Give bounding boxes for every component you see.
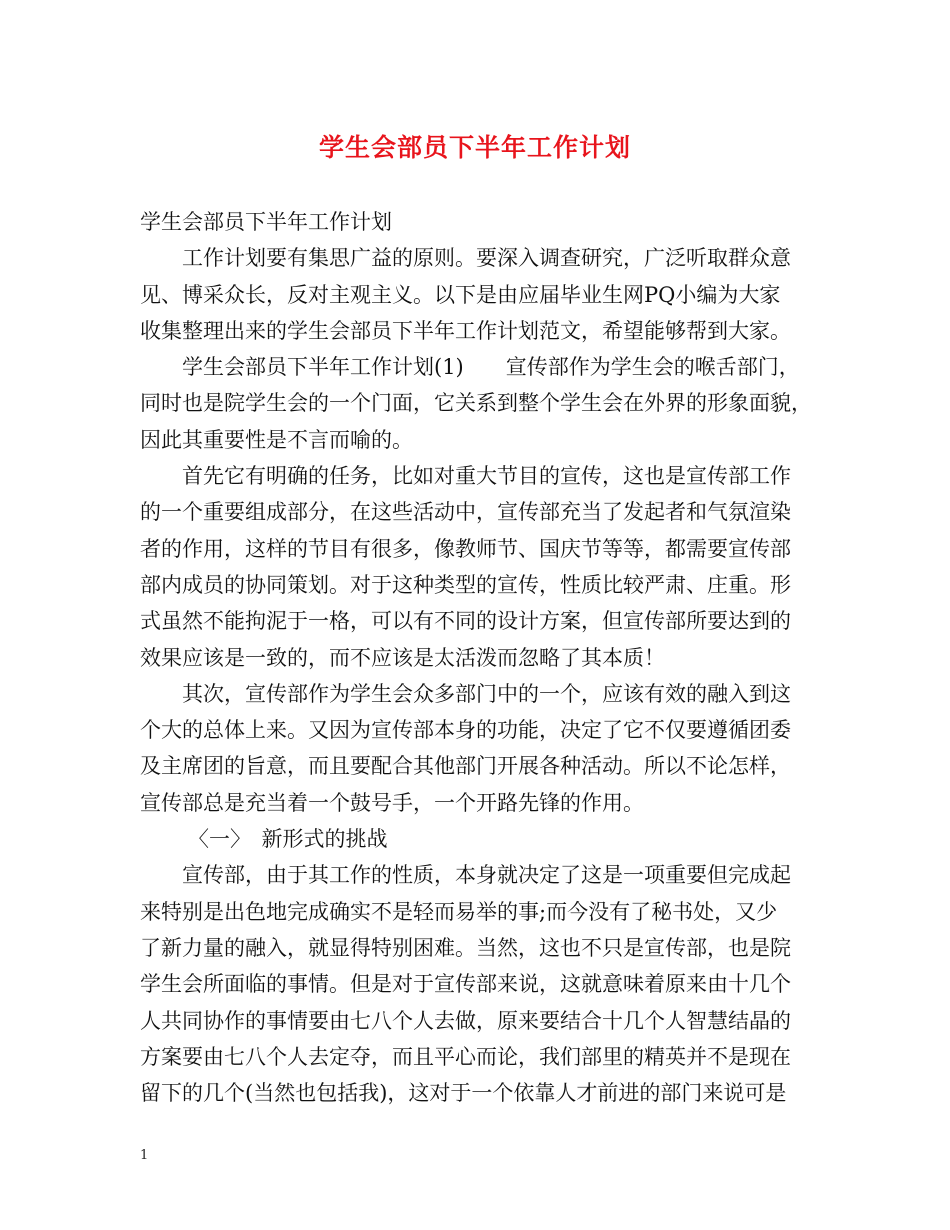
body-line: 见、博采众长，反对主观主义。以下是由应届毕业生网PQ小编为大家 <box>140 282 781 307</box>
body-line: 来特别是出色地完成确实不是轻而易举的事;而今没有了秘书处，又少 <box>140 899 778 924</box>
body-line: 人共同协作的事情要由七八个人去做，原来要结合十几个人智慧结晶的 <box>140 1008 791 1033</box>
body-line: 宣传部，由于其工作的性质，本身就决定了这是一项重要但完成起 <box>182 863 791 888</box>
body-line: 方案要由七八个人去定夺，而且平心而论，我们部里的精英并不是现在 <box>140 1044 791 1069</box>
body-line: 同时也是院学生会的一个门面，它关系到整个学生会在外界的形象面貌， <box>140 391 812 416</box>
body-line: 首先它有明确的任务，比如对重大节目的宣传，这也是宣传部工作 <box>182 464 791 489</box>
body-line: 式虽然不能拘泥于一格，可以有不同的设计方案，但宣传部所要达到的 <box>140 609 791 634</box>
body-line: 的一个重要组成部分，在这些活动中，宣传部充当了发起者和气氛渲染 <box>140 500 791 525</box>
body-line: 者的作用，这样的节目有很多，像教师节、国庆节等等，都需要宣传部 <box>140 536 791 561</box>
body-line: 留下的几个(当然也包括我)，这对于一个依靠人才前进的部门来说可是 <box>140 1081 787 1106</box>
body-line: 学生会所面临的事情。但是对于宣传部来说，这就意味着原来由十几个 <box>140 972 791 997</box>
body-line: 工作计划要有集思广益的原则。要深入调查研究，广泛听取群众意 <box>182 246 791 271</box>
body-line: 学生会部员下半年工作计划(1) 宣传部作为学生会的喉舌部门， <box>182 355 800 380</box>
section-heading: 〈一〉 新形式的挑战 <box>188 827 388 852</box>
document-body <box>140 204 826 1111</box>
body-line: 了新力量的融入，就显得特别困难。当然，这也不只是宣传部，也是院 <box>140 935 791 960</box>
subtitle-line: 学生会部员下半年工作计划 <box>140 210 392 234</box>
body-line: 宣传部总是充当着一个鼓号手，一个开路先锋的作用。 <box>140 790 644 815</box>
body-line: 及主席团的旨意，而且要配合其他部门开展各种活动。所以不论怎样， <box>140 754 791 779</box>
page-number: 1 <box>140 1148 149 1163</box>
body-line: 个大的总体上来。又因为宣传部本身的功能，决定了它不仅要遵循团委 <box>140 718 791 743</box>
document-title: 学生会部员下半年工作计划 <box>318 133 631 162</box>
body-line: 其次，宣传部作为学生会众多部门中的一个，应该有效的融入到这 <box>182 681 791 706</box>
body-line: 因此其重要性是不言而喻的。 <box>140 427 413 452</box>
body-line: 效果应该是一致的，而不应该是太活泼而忽略了其本质！ <box>140 645 665 670</box>
body-line: 收集整理出来的学生会部员下半年工作计划范文，希望能够帮到大家。 <box>140 318 791 343</box>
body-line: 部内成员的协同策划。对于这种类型的宣传，性质比较严肃、庄重。形 <box>140 572 791 597</box>
